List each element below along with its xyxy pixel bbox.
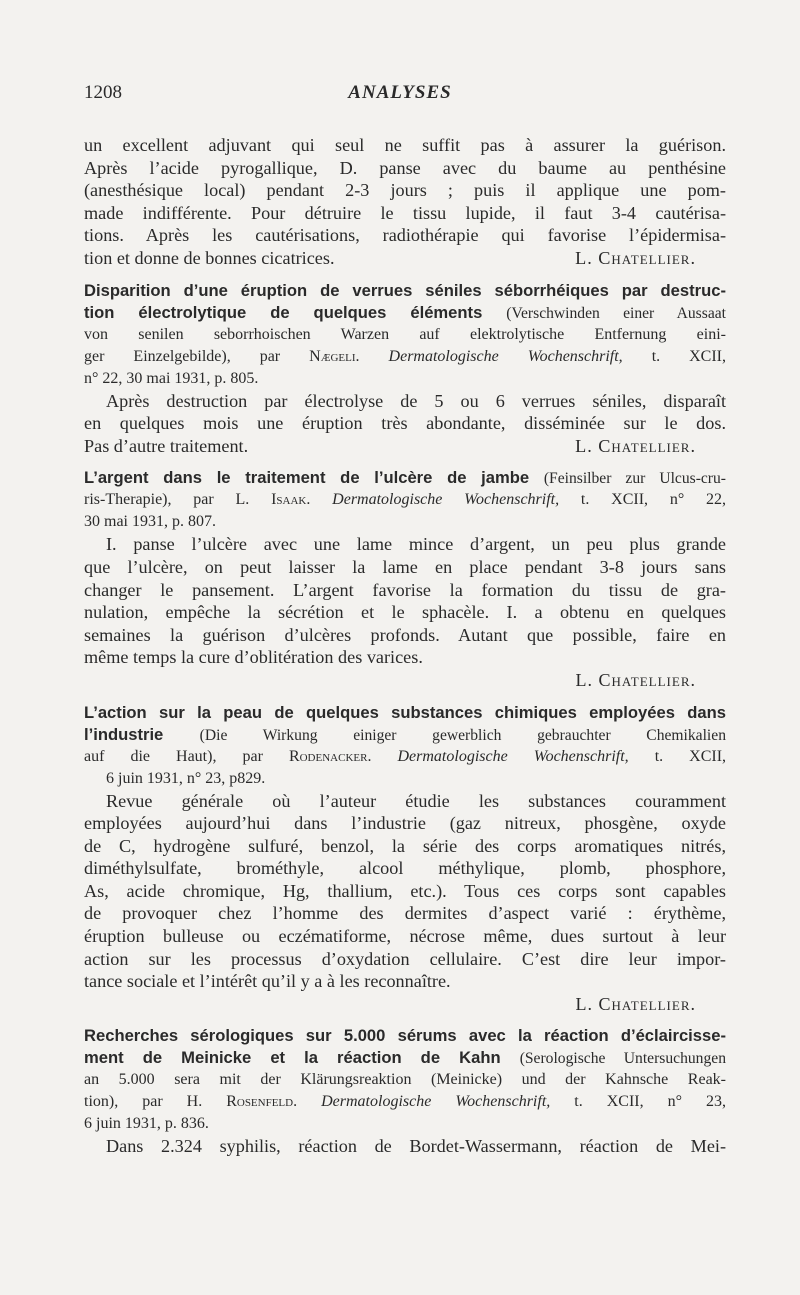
article-source-line <box>84 746 726 768</box>
body-line: employées aujourd’hui dans l’industrie (gaz nitreux, phosgène, oxyde <box>84 813 726 834</box>
article-journal: Dermatologische Wochenschrift, <box>388 347 623 365</box>
body-line: de C, hydrogène sulfuré, benzol, la série des corps aromatiques nitrés, <box>84 835 726 856</box>
article-title <box>84 302 726 324</box>
article-source-line <box>84 346 726 368</box>
article-source: (Feinsilber zur Ulcus-cru- <box>543 470 726 488</box>
body-line: un excellent adjuvant qui seul ne suffit pas à assurer la guérison. <box>84 135 726 155</box>
article-source: t. XCII, <box>651 347 726 365</box>
body-line-last <box>84 435 726 458</box>
article-author: Nægeli. <box>309 347 360 365</box>
body-line: changer le pansement. L’argent favorise la formation du tissu de gra- <box>84 579 726 600</box>
article-source-line: n° 22, 30 mai 1931, p. 805. <box>84 369 259 387</box>
article-source: t. XCII, n° 22, <box>580 491 726 509</box>
body-line: diméthylsulfate, brométhyle, alcool méthylique, plomb, phosphore, <box>84 858 726 879</box>
body-line: semaines la guérison d’ulcères profonds. Autant que possible, faire en <box>84 624 726 645</box>
article-author: Rodenacker. <box>288 747 372 765</box>
article-source: (Verschwinden einer Aussaat <box>506 304 726 322</box>
body-line: I. panse l’ulcère avec une lame mince d’argent, un peu plus grande <box>106 534 726 555</box>
article-title <box>84 1047 726 1069</box>
article-title: L’action sur la peau de quelques substances chimiques employées dans <box>84 702 726 722</box>
body-line: tions. Après les cautérisations, radiothérapie qui favorise l’épidermisa- <box>84 225 726 246</box>
article-source: ger Einzelgebilde), par <box>84 347 281 365</box>
body-text: tion et donne de bonnes cicatrices. <box>84 247 335 268</box>
article-title: Recherches sérologiques sur 5.000 sérums avec la réaction d’éclaircisse- <box>84 1026 726 1046</box>
article-source: t. XCII, n° 23, <box>574 1093 726 1111</box>
body-line: Après destruction par électrolyse de 5 ou 6 verrues séniles, disparaît <box>106 390 726 411</box>
article-title <box>84 724 726 746</box>
body-line-last: tance sociale et l’intérêt qu’il y a à les reconnaître. <box>84 971 451 992</box>
page-number: 1208 <box>84 82 122 103</box>
article-title-part: L’argent dans le traitement de l’ulcère de jambe <box>84 468 530 488</box>
article-source: tion), par H. <box>84 1093 203 1111</box>
article-title-part: l’industrie <box>84 724 164 744</box>
body-line: de provoquer chez l’homme des dermites d’aspect varié : érythème, <box>84 903 726 924</box>
article-journal: Dermatologische Wochenschrift, <box>321 1093 551 1111</box>
page-header <box>84 82 716 108</box>
body-line: en quelques mois une éruption très abondante, disséminée sur le dos. <box>84 413 726 434</box>
signature: L. Chatellier. <box>575 435 696 456</box>
article-author: Isaak. <box>271 491 311 509</box>
signature: L. Chatellier. <box>575 247 696 268</box>
article-serologiques <box>84 1025 726 1158</box>
article-source: (Serologische Untersuchungen <box>519 1050 726 1068</box>
article-source-line: an 5.000 sera mit der Klärungsreaktion (Meinicke) und der Kahnsche Reak- <box>84 1071 726 1089</box>
page-content <box>84 134 726 1158</box>
article-argent <box>84 467 726 691</box>
signature: L. Chatellier. <box>575 669 696 690</box>
article-title <box>84 467 726 489</box>
article-source: auf die Haut), par <box>84 747 263 765</box>
article-source: ris-Therapie), par L. <box>84 491 250 509</box>
article-source-line: von senilen seborrhoischen Warzen auf elektrolytische Entfernung eini- <box>84 325 726 343</box>
article-source: t. XCII, <box>654 747 726 765</box>
article-journal: Dermatologische Wochenschrift, <box>397 747 629 765</box>
body-line: Revue générale où l’auteur étudie les substances couramment <box>106 790 726 811</box>
body-line-last <box>84 247 726 270</box>
article-title: Disparition d’une éruption de verrues séniles séborrhéiques par destruc- <box>84 280 726 300</box>
intro-continuation <box>84 134 726 270</box>
body-line: As, acide chromique, Hg, thallium, etc.). Tous ces corps sont capables <box>84 880 726 901</box>
article-industrie <box>84 702 726 1016</box>
article-verrues <box>84 280 726 458</box>
running-head: ANALYSES <box>348 82 452 103</box>
body-line: made indifférente. Pour détruire le tissu lupide, il faut 3-4 cautérisa- <box>84 202 726 223</box>
article-source: (Die Wirkung einiger gewerblich gebrauchter Chemikalien <box>199 726 726 744</box>
article-title-part: ment de Meinicke et la réaction de Kahn <box>84 1048 501 1068</box>
body-line: (anesthésique local) pendant 2-3 jours ; puis il applique une pom- <box>84 180 726 201</box>
body-line: que l’ulcère, on peut laisser la lame en place pendant 3-8 jours sans <box>84 556 726 577</box>
article-author: Rosenfeld. <box>226 1093 298 1111</box>
article-journal: Dermatologische Wochenschrift, <box>332 491 560 509</box>
body-line: Après l’acide pyrogallique, D. panse avec du baume au penthésine <box>84 157 726 178</box>
article-source-line: 30 mai 1931, p. 807. <box>84 513 216 531</box>
article-title-part: tion électrolytique de quelques éléments <box>84 302 483 322</box>
article-source-line: 6 juin 1931, p. 836. <box>84 1115 209 1133</box>
article-source-line <box>84 1091 726 1113</box>
body-line: éruption bulleuse ou eczématiforme, nécrose même, dues surtout à leur <box>84 926 726 947</box>
signature: L. Chatellier. <box>575 993 696 1014</box>
body-line: action sur les processus d’oxydation cellulaire. C’est dire leur impor- <box>84 948 726 969</box>
body-line: nulation, empêche la sécrétion et le sphacèle. I. a obtenu en quelques <box>84 602 726 623</box>
article-source-line <box>84 489 726 511</box>
article-source-line: 6 juin 1931, n° 23, p829. <box>106 769 266 787</box>
body-text: Pas d’autre traitement. <box>84 435 249 456</box>
body-line-last: même temps la cure d’oblitération des varices. <box>84 647 423 668</box>
body-line: Dans 2.324 syphilis, réaction de Bordet-Wassermann, réaction de Mei- <box>106 1136 726 1157</box>
